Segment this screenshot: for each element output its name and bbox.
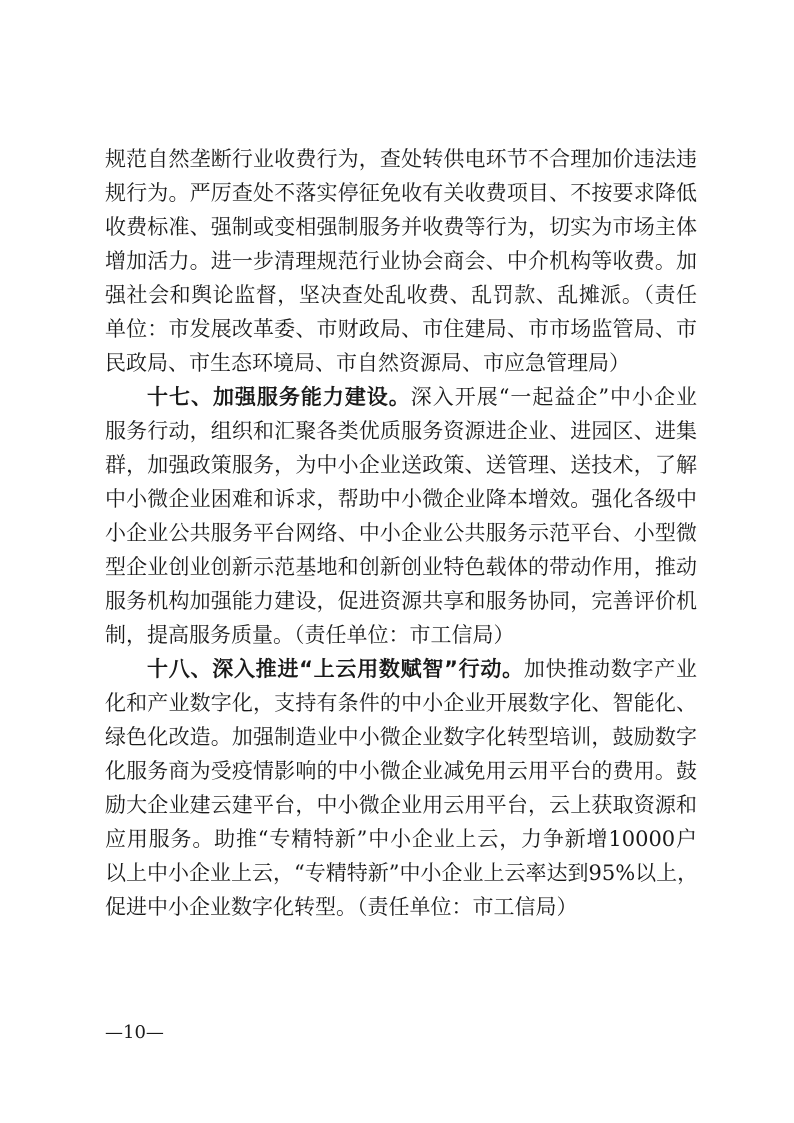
text-line: 励大企业建云建平台，中小微企业用云用平台，云上获取资源和 <box>105 793 697 817</box>
text-line: 收费标准、强制或变相强制服务并收费等行为，切实为市场主体 <box>105 215 697 239</box>
section-first-line <box>105 652 697 686</box>
text-line: 深入开展“一起益企”中小企业 <box>410 385 697 409</box>
text-line: 强社会和舆论监督，坚决查处乱收费、乱罚款、乱摊派。（责任 <box>105 283 697 307</box>
section-first-line <box>105 380 697 414</box>
text-line: 增加活力。进一步清理规范行业协会商会、中介机构等收费。加 <box>105 249 697 273</box>
text-line: 绿色化改造。加强制造业中小微企业数字化转型培训，鼓励数字 <box>105 725 697 749</box>
document-body <box>105 142 697 924</box>
section-heading-18: 十八、深入推进“上云用数赋智”行动。 <box>147 657 524 681</box>
paragraph-fee-regulation <box>105 142 697 380</box>
section-heading-17: 十七、加强服务能力建设。 <box>147 385 411 409</box>
text-line: 加快推动数字产业 <box>523 657 697 681</box>
text-line: 型企业创业创新示范基地和创新创业特色载体的带动作用，推动 <box>105 555 697 579</box>
text-line: 促进中小企业数字化转型。（责任单位：市工信局） <box>105 895 578 919</box>
text-line: 服务行动，组织和汇聚各类优质服务资源进企业、进园区、进集 <box>105 419 697 443</box>
paragraph-service-capacity <box>105 380 697 652</box>
text-line: 规范自然垄断行业收费行为，查处转供电环节不合理加价违法违 <box>105 147 697 171</box>
text-line: 单位：市发展改革委、市财政局、市住建局、市市场监管局、市 <box>105 317 697 341</box>
text-line: 以上中小企业上云，“专精特新”中小企业上云率达到95%以上， <box>105 861 699 885</box>
text-line: 规行为。严厉查处不落实停征免收有关收费项目、不按要求降低 <box>105 181 697 205</box>
text-line: 化服务商为受疫情影响的中小微企业减免用云用平台的费用。鼓 <box>105 759 697 783</box>
text-line: 服务机构加强能力建设，促进资源共享和服务协同，完善评价机 <box>105 589 697 613</box>
text-line: 制，提高服务质量。（责任单位：市工信局） <box>105 623 515 647</box>
page-number: —10— <box>105 1022 164 1043</box>
paragraph-cloud-digital <box>105 652 697 924</box>
text-line: 群，加强政策服务，为中小企业送政策、送管理、送技术，了解 <box>105 453 697 477</box>
text-line: 小企业公共服务平台网络、中小企业公共服务示范平台、小型微 <box>105 521 697 545</box>
text-line: 民政局、市生态环境局、市自然资源局、市应急管理局） <box>105 351 630 375</box>
text-line: 中小微企业困难和诉求，帮助中小微企业降本增效。强化各级中 <box>105 487 697 511</box>
text-line: 应用服务。助推“专精特新”中小企业上云，力争新增10000户 <box>105 827 697 851</box>
text-line: 化和产业数字化，支持有条件的中小企业开展数字化、智能化、 <box>105 691 697 715</box>
